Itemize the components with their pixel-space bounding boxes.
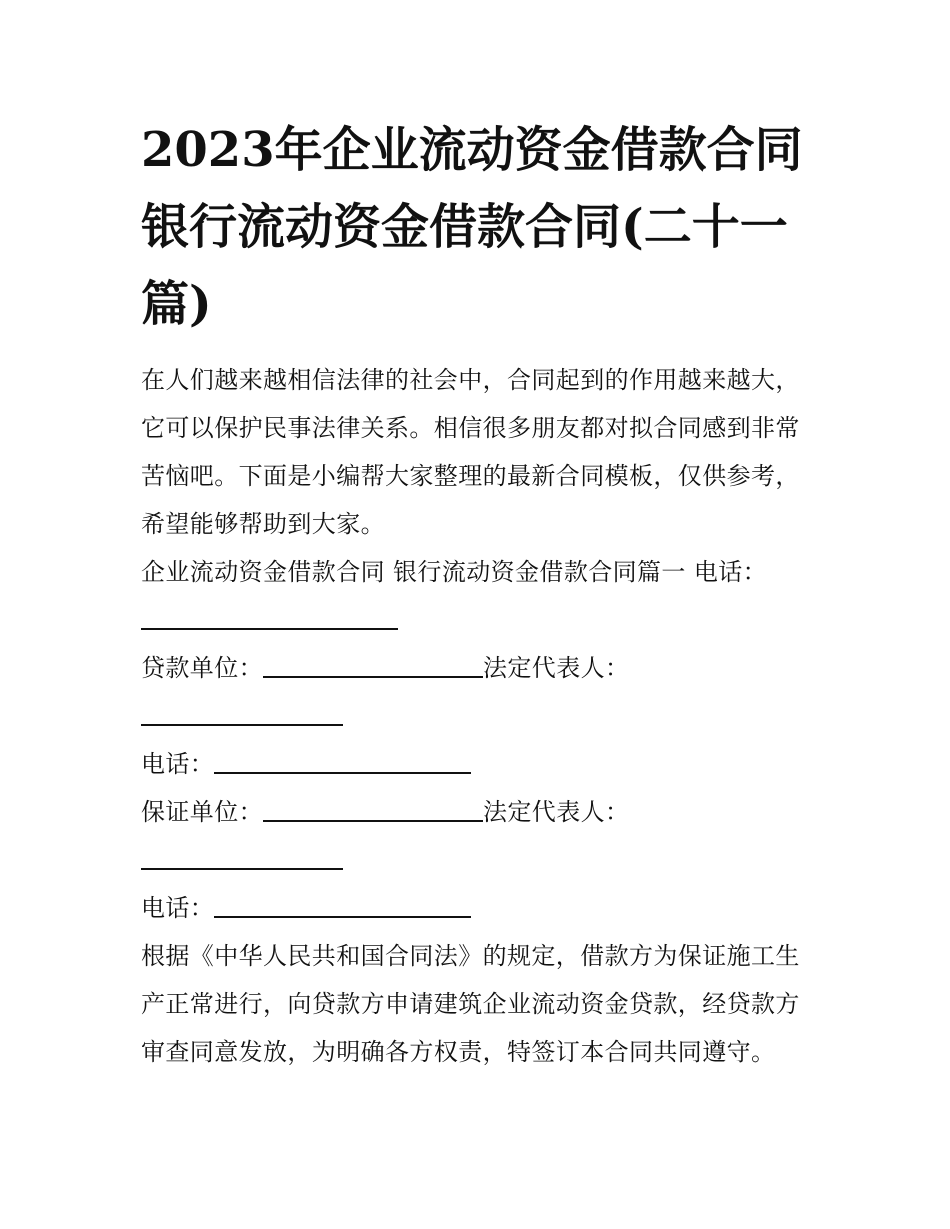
- guarantor-phone-row: [141, 884, 821, 932]
- document-title: [141, 112, 821, 343]
- document-body: [141, 356, 821, 1076]
- closing-line-2: 产正常进行，向贷款方申请建筑企业流动资金贷款，经贷款方: [141, 990, 800, 1018]
- lender-rep-label: 法定代表人：: [483, 654, 630, 682]
- title-line-3: 篇): [141, 276, 212, 332]
- lender-rep-blank: [141, 724, 343, 726]
- document-content: [141, 112, 821, 1076]
- closing-line-1: 根据《中华人民共和国合同法》的规定，借款方为保证施工生: [141, 942, 800, 970]
- lender-blank: [263, 676, 483, 678]
- signature-blank: [141, 628, 398, 630]
- section-heading: 企业流动资金借款合同 银行流动资金借款合同篇一 电话：: [141, 558, 768, 586]
- blank-line-phone-1: [141, 596, 821, 644]
- guarantor-rep-label: 法定代表人：: [483, 798, 630, 826]
- lender-rep-row: [141, 692, 821, 740]
- intro-line-4: 希望能够帮助到大家。: [141, 510, 385, 538]
- guarantor-phone-label: 电话：: [141, 894, 215, 922]
- lender-phone-blank: [214, 772, 471, 774]
- guarantor-phone-blank: [214, 916, 471, 918]
- guarantor-blank: [263, 820, 483, 822]
- guarantor-rep-blank: [141, 868, 343, 870]
- lender-phone-label: 电话：: [141, 750, 215, 778]
- guarantor-row: [141, 788, 821, 836]
- closing-line-3: 审查同意发放，为明确各方权责，特签订本合同共同遵守。: [141, 1038, 776, 1066]
- intro-line-1: 在人们越来越相信法律的社会中，合同起到的作用越来越大，: [141, 366, 800, 394]
- lender-phone-row: [141, 740, 821, 788]
- guarantor-rep-row: [141, 836, 821, 884]
- title-line-1: 2023年企业流动资金借款合同: [141, 122, 803, 178]
- title-line-2: 银行流动资金借款合同(二十一: [141, 199, 788, 255]
- intro-line-3: 苦恼吧。下面是小编帮大家整理的最新合同模板，仅供参考，: [141, 462, 800, 490]
- lender-label: 贷款单位：: [141, 654, 263, 682]
- intro-line-2: 它可以保护民事法律关系。相信很多朋友都对拟合同感到非常: [141, 414, 800, 442]
- lender-row: [141, 644, 821, 692]
- guarantor-label: 保证单位：: [141, 798, 263, 826]
